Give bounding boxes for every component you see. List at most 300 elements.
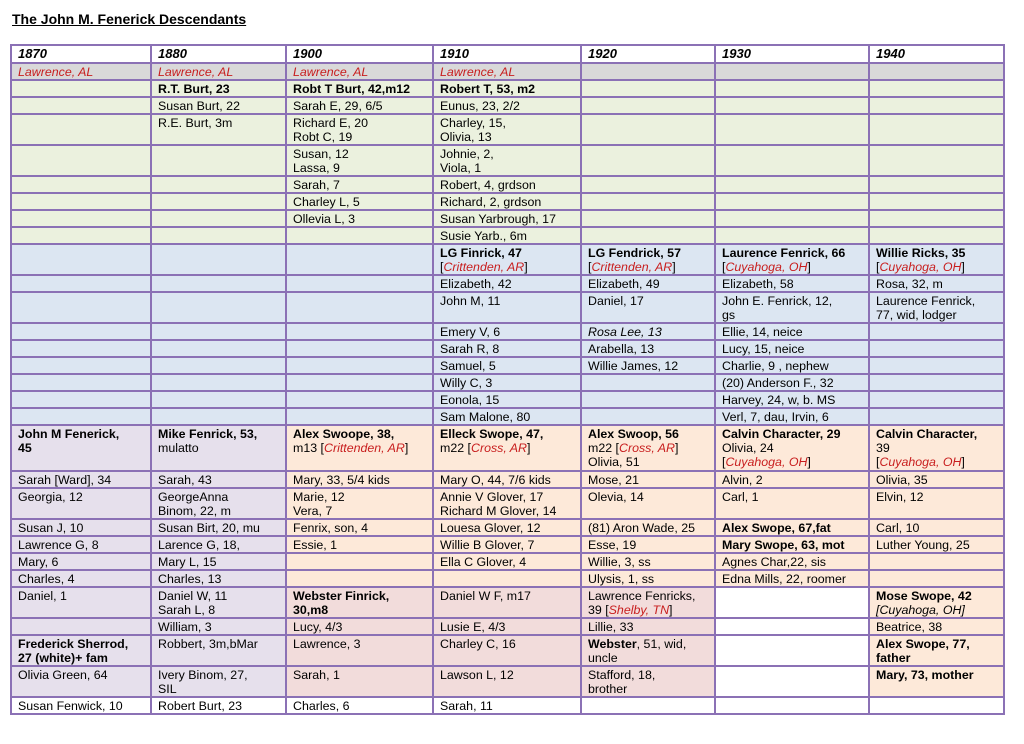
table-cell xyxy=(286,697,433,714)
table-cell xyxy=(869,323,1004,340)
table-cell xyxy=(869,536,1004,553)
table-cell xyxy=(151,97,286,114)
cell-text: (81) Aron Wade, 25 xyxy=(588,521,695,535)
table-cell xyxy=(715,97,869,114)
table-cell xyxy=(286,635,433,666)
table-cell xyxy=(869,666,1004,697)
table-cell xyxy=(581,488,715,519)
table-cell xyxy=(286,323,433,340)
cell-text: Elizabeth, 49 xyxy=(588,277,660,291)
table-cell xyxy=(286,292,433,323)
table-cell xyxy=(581,97,715,114)
place-name: Shelby, TN xyxy=(608,603,670,617)
table-cell xyxy=(715,176,869,193)
cell-text: Alex Swope, 77, xyxy=(876,637,970,651)
table-cell xyxy=(869,292,1004,323)
table-cell xyxy=(151,519,286,536)
bracket: ] xyxy=(524,260,528,274)
table-cell xyxy=(11,97,151,114)
table-cell xyxy=(869,697,1004,714)
table-cell xyxy=(11,193,151,210)
table-cell xyxy=(151,587,286,618)
cell-text: Sarah [Ward], 34 xyxy=(18,473,112,487)
page-title: The John M. Fenerick Descendants xyxy=(12,11,247,27)
header-row xyxy=(11,45,1004,63)
cell-text: gs xyxy=(722,308,736,322)
cell-text: Annie V Glover, 17 xyxy=(440,490,544,504)
place-name: Cuyahoga, OH xyxy=(879,260,962,274)
table-cell xyxy=(869,570,1004,587)
table-cell xyxy=(11,292,151,323)
table-cell xyxy=(151,244,286,275)
cell-text: Eonola, 15 xyxy=(440,393,500,407)
bracket: ] xyxy=(527,441,531,455)
cell-text: Susan Yarbrough, 17 xyxy=(440,212,556,226)
table-cell xyxy=(433,425,581,471)
bracket: [ xyxy=(722,455,726,469)
table-cell xyxy=(151,471,286,488)
cell-text: Charley C, 16 xyxy=(440,637,516,651)
table-cell xyxy=(433,471,581,488)
cell-text: Webster xyxy=(588,637,637,651)
table-cell xyxy=(581,570,715,587)
table-cell xyxy=(11,357,151,374)
place-name: [Cuyahoga, OH] xyxy=(876,603,965,617)
cell-text: Samuel, 5 xyxy=(440,359,496,373)
table-row xyxy=(11,292,1004,323)
table-cell xyxy=(286,80,433,97)
bracket: ] xyxy=(807,455,811,469)
table-cell xyxy=(286,244,433,275)
cell-text: Larence G, 18, xyxy=(158,538,240,552)
cell-text: Mary O, 44, 7/6 kids xyxy=(440,473,551,487)
table-cell xyxy=(715,374,869,391)
table-cell xyxy=(869,210,1004,227)
cell-text: Olivia, 35 xyxy=(876,473,928,487)
cell-text: Susan Fenwick, 10 xyxy=(18,699,123,713)
cell-text: Ellie, 14, neice xyxy=(722,325,803,339)
table-cell xyxy=(11,536,151,553)
table-cell xyxy=(11,587,151,618)
table-row xyxy=(11,244,1004,275)
table-row xyxy=(11,80,1004,97)
cell-text: Sarah E, 29, 6/5 xyxy=(293,99,383,113)
cell-text: Robert, 4, grdson xyxy=(440,178,536,192)
cell-text: John M, 11 xyxy=(440,294,501,308)
table-cell xyxy=(11,666,151,697)
census-table xyxy=(10,44,1005,715)
table-cell xyxy=(151,425,286,471)
table-cell xyxy=(286,553,433,570)
table-cell xyxy=(869,471,1004,488)
table-cell xyxy=(869,488,1004,519)
cell-text: Lawrence, 3 xyxy=(293,637,361,651)
table-cell xyxy=(286,536,433,553)
table-cell xyxy=(286,570,433,587)
cell-text: Alex Swoope, 38, xyxy=(293,427,395,441)
table-cell xyxy=(869,425,1004,471)
table-cell xyxy=(11,323,151,340)
table-cell xyxy=(286,488,433,519)
cell-text: Lawrence, AL xyxy=(293,65,369,79)
table-row xyxy=(11,210,1004,227)
cell-text: Olevia, 14 xyxy=(588,490,644,504)
table-cell xyxy=(869,176,1004,193)
table-cell xyxy=(581,80,715,97)
table-row xyxy=(11,519,1004,536)
table-cell xyxy=(869,519,1004,536)
table-cell xyxy=(11,244,151,275)
table-cell xyxy=(286,176,433,193)
cell-text: Mary Swope, 63, mot xyxy=(722,538,845,552)
cell-text: Willie, 3, ss xyxy=(588,555,651,569)
table-cell xyxy=(581,176,715,193)
cell-text: Calvin Character, 29 xyxy=(722,427,841,441)
table-cell xyxy=(151,210,286,227)
table-cell xyxy=(715,323,869,340)
cell-text: Sarah, 11 xyxy=(440,699,493,713)
cell-text: Mary L, 15 xyxy=(158,555,217,569)
table-cell xyxy=(286,357,433,374)
table-cell xyxy=(869,553,1004,570)
cell-text: Ivery Binom, 27, xyxy=(158,668,248,682)
cell-text: Charles, 4 xyxy=(18,572,75,586)
table-cell xyxy=(715,488,869,519)
table-cell xyxy=(151,488,286,519)
table-cell xyxy=(581,63,715,80)
cell-text: Willie James, 12 xyxy=(588,359,679,373)
table-cell xyxy=(869,618,1004,635)
cell-text: Robt T Burt, 42,m12 xyxy=(293,82,411,96)
table-cell xyxy=(11,471,151,488)
cell-text: Sarah L, 8 xyxy=(158,603,216,617)
table-cell xyxy=(11,635,151,666)
table-cell xyxy=(869,357,1004,374)
cell-text: Charley L, 5 xyxy=(293,195,360,209)
cell-text: Robert T, 53, m2 xyxy=(440,82,536,96)
table-row xyxy=(11,97,1004,114)
cell-text: SIL xyxy=(158,682,177,696)
cell-text: Olivia, 13 xyxy=(440,130,492,144)
table-cell xyxy=(11,553,151,570)
place-name: Cuyahoga, OH xyxy=(725,260,808,274)
table-cell xyxy=(11,408,151,425)
table-cell xyxy=(433,193,581,210)
cell-text: Mary, 33, 5/4 kids xyxy=(293,473,390,487)
table-cell xyxy=(433,488,581,519)
table-cell xyxy=(151,292,286,323)
table-row xyxy=(11,570,1004,587)
table-cell xyxy=(869,587,1004,618)
table-cell xyxy=(715,425,869,471)
cell-text: Vera, 7 xyxy=(293,504,333,518)
table-cell xyxy=(433,357,581,374)
bracket: ] xyxy=(675,441,679,455)
table-cell xyxy=(151,323,286,340)
table-cell xyxy=(715,536,869,553)
cell-text: Rosa Lee, 13 xyxy=(588,325,662,339)
cell-text: Daniel, 1 xyxy=(18,589,67,603)
table-cell xyxy=(715,471,869,488)
cell-text: Lucy, 15, neice xyxy=(722,342,805,356)
table-cell xyxy=(433,275,581,292)
table-row xyxy=(11,471,1004,488)
cell-text: Ollevia L, 3 xyxy=(293,212,355,226)
column-header: 1870 xyxy=(11,45,151,63)
table-cell xyxy=(433,519,581,536)
cell-text: Luther Young, 25 xyxy=(876,538,970,552)
table-cell xyxy=(715,227,869,244)
cell-text: Frederick Sherrod, xyxy=(18,637,129,651)
cell-text: Viola, 1 xyxy=(440,161,482,175)
cell-text: Mose, 21 xyxy=(588,473,639,487)
table-cell xyxy=(433,145,581,176)
table-cell xyxy=(433,408,581,425)
table-cell xyxy=(433,292,581,323)
cell-text: Carl, 10 xyxy=(876,521,920,535)
table-cell xyxy=(11,63,151,80)
table-cell xyxy=(433,635,581,666)
table-cell xyxy=(581,391,715,408)
table-cell xyxy=(286,340,433,357)
table-cell xyxy=(433,176,581,193)
cell-text: Susan, 12 xyxy=(293,147,349,161)
table-cell xyxy=(715,519,869,536)
table-cell xyxy=(151,618,286,635)
table-cell xyxy=(11,227,151,244)
place-name: Cuyahoga, OH xyxy=(725,455,808,469)
table-cell xyxy=(151,145,286,176)
table-row xyxy=(11,340,1004,357)
cell-text: Johnie, 2, xyxy=(440,147,494,161)
table-row xyxy=(11,275,1004,292)
table-row xyxy=(11,553,1004,570)
cell-text: Sarah, 7 xyxy=(293,178,340,192)
table-cell xyxy=(286,145,433,176)
table-cell xyxy=(433,697,581,714)
bracket: m22 [ xyxy=(588,441,619,455)
table-cell xyxy=(433,114,581,145)
cell-text: Olivia, 24 xyxy=(722,441,774,455)
cell-text: Charles, 13 xyxy=(158,572,222,586)
table-cell xyxy=(11,519,151,536)
table-cell xyxy=(11,114,151,145)
table-cell xyxy=(433,340,581,357)
table-cell xyxy=(581,210,715,227)
table-cell xyxy=(151,193,286,210)
cell-text: Sarah R, 8 xyxy=(440,342,500,356)
cell-text: 77, wid, lodger xyxy=(876,308,957,322)
table-row xyxy=(11,391,1004,408)
cell-text: 27 (white)+ fam xyxy=(18,651,108,665)
cell-text: Alex Swope, 67,fat xyxy=(722,521,831,535)
table-cell xyxy=(286,618,433,635)
column-header: 1940 xyxy=(869,45,1004,63)
bracket: ] xyxy=(672,260,676,274)
table-cell xyxy=(715,587,869,618)
table-cell xyxy=(11,374,151,391)
table-cell xyxy=(581,697,715,714)
cell-text: 30,m8 xyxy=(293,603,329,617)
cell-text: William, 3 xyxy=(158,620,212,634)
table-cell xyxy=(581,618,715,635)
table-cell xyxy=(715,275,869,292)
table-row xyxy=(11,697,1004,714)
place-name: Crittenden, AR xyxy=(591,260,673,274)
table-cell xyxy=(286,666,433,697)
table-cell xyxy=(11,145,151,176)
table-cell xyxy=(581,340,715,357)
cell-text: Emery V, 6 xyxy=(440,325,501,339)
cell-text: Laurence Fenrick, xyxy=(876,294,976,308)
cell-text: Sarah, 1 xyxy=(293,668,340,682)
table-cell xyxy=(433,536,581,553)
cell-text: Mary, 6 xyxy=(18,555,59,569)
table-cell xyxy=(151,227,286,244)
cell-text: Lawrence Fenricks, xyxy=(588,589,696,603)
table-cell xyxy=(581,275,715,292)
table-cell xyxy=(286,227,433,244)
cell-text: Susan Birt, 20, mu xyxy=(158,521,260,535)
cell-text: Lawrence, AL xyxy=(18,65,94,79)
cell-text: 45 xyxy=(18,441,32,455)
cell-text: Rosa, 32, m xyxy=(876,277,943,291)
cell-text: John M Fenerick, xyxy=(18,427,120,441)
table-cell xyxy=(286,374,433,391)
cell-text: mulatto xyxy=(158,441,199,455)
table-cell xyxy=(433,666,581,697)
table-cell xyxy=(433,570,581,587)
table-row xyxy=(11,635,1004,666)
cell-text: (20) Anderson F., 32 xyxy=(722,376,834,390)
table-cell xyxy=(433,80,581,97)
cell-text: Mike Fenrick, 53, xyxy=(158,427,258,441)
table-cell xyxy=(581,244,715,275)
table-cell xyxy=(581,587,715,618)
cell-text: Marie, 12 xyxy=(293,490,345,504)
table-cell xyxy=(151,666,286,697)
cell-text: Laurence Fenrick, 66 xyxy=(722,246,846,260)
cell-text: Verl, 7, dau, Irvin, 6 xyxy=(722,410,829,424)
cell-text: Mose Swope, 42 xyxy=(876,589,972,603)
cell-text: Eunus, 23, 2/2 xyxy=(440,99,520,113)
table-cell xyxy=(869,63,1004,80)
table-cell xyxy=(11,697,151,714)
table-cell xyxy=(581,292,715,323)
bracket: [ xyxy=(440,260,444,274)
cell-text: Alex Swoop, 56 xyxy=(588,427,679,441)
cell-text: brother xyxy=(588,682,628,696)
table-cell xyxy=(869,80,1004,97)
table-cell xyxy=(869,227,1004,244)
table-cell xyxy=(433,244,581,275)
cell-text: Arabella, 13 xyxy=(588,342,655,356)
table-cell xyxy=(581,425,715,471)
table-row xyxy=(11,63,1004,80)
table-cell xyxy=(581,323,715,340)
table-cell xyxy=(433,553,581,570)
table-cell xyxy=(151,114,286,145)
cell-text: , 51, wid, xyxy=(636,637,687,651)
table-cell xyxy=(715,666,869,697)
table-cell xyxy=(151,536,286,553)
table-cell xyxy=(11,488,151,519)
cell-text: Lassa, 9 xyxy=(293,161,340,175)
table-cell xyxy=(286,63,433,80)
cell-text: Sam Malone, 80 xyxy=(440,410,531,424)
table-cell xyxy=(581,635,715,666)
table-row xyxy=(11,618,1004,635)
table-cell xyxy=(286,275,433,292)
cell-text: Lawson L, 12 xyxy=(440,668,514,682)
table-cell xyxy=(11,176,151,193)
table-cell xyxy=(11,618,151,635)
table-cell xyxy=(715,210,869,227)
bracket: [ xyxy=(876,260,880,274)
table-row xyxy=(11,193,1004,210)
table-row xyxy=(11,176,1004,193)
cell-text: Ulysis, 1, ss xyxy=(588,572,655,586)
table-cell xyxy=(581,193,715,210)
table-cell xyxy=(151,553,286,570)
cell-text: Agnes Char,22, sis xyxy=(722,555,827,569)
cell-text: John E. Fenrick, 12, xyxy=(722,294,833,308)
cell-text: Susan J, 10 xyxy=(18,521,84,535)
cell-text: Lawrence, AL xyxy=(440,65,516,79)
table-cell xyxy=(286,114,433,145)
table-cell xyxy=(715,697,869,714)
cell-text: Elizabeth, 42 xyxy=(440,277,512,291)
cell-text: Elizabeth, 58 xyxy=(722,277,794,291)
table-row xyxy=(11,408,1004,425)
table-row xyxy=(11,536,1004,553)
cell-text: Willie B Glover, 7 xyxy=(440,538,535,552)
table-cell xyxy=(715,244,869,275)
table-row xyxy=(11,145,1004,176)
cell-text: Daniel W F, m17 xyxy=(440,589,531,603)
table-cell xyxy=(433,227,581,244)
table-cell xyxy=(11,391,151,408)
table-cell xyxy=(581,145,715,176)
table-cell xyxy=(151,570,286,587)
table-cell xyxy=(869,408,1004,425)
cell-text: Robt C, 19 xyxy=(293,130,353,144)
table-cell xyxy=(433,97,581,114)
table-cell xyxy=(286,97,433,114)
table-cell xyxy=(433,63,581,80)
cell-text: Robbert, 3m,bMar xyxy=(158,637,258,651)
table-cell xyxy=(715,618,869,635)
table-cell xyxy=(433,618,581,635)
table-cell xyxy=(11,340,151,357)
cell-text: Richard E, 20 xyxy=(293,116,369,130)
cell-text: Charley, 15, xyxy=(440,116,506,130)
cell-text: LG Finrick, 47 xyxy=(440,246,522,260)
table-cell xyxy=(151,63,286,80)
table-cell xyxy=(433,374,581,391)
table-cell xyxy=(286,471,433,488)
table-cell xyxy=(286,425,433,471)
cell-text: Ella C Glover, 4 xyxy=(440,555,527,569)
table-row xyxy=(11,227,1004,244)
column-header: 1910 xyxy=(433,45,581,63)
column-header: 1930 xyxy=(715,45,869,63)
table-cell xyxy=(151,340,286,357)
cell-text: Elvin, 12 xyxy=(876,490,924,504)
table-cell xyxy=(715,80,869,97)
cell-text: Fenrix, son, 4 xyxy=(293,521,369,535)
cell-text: Willie Ricks, 35 xyxy=(876,246,966,260)
